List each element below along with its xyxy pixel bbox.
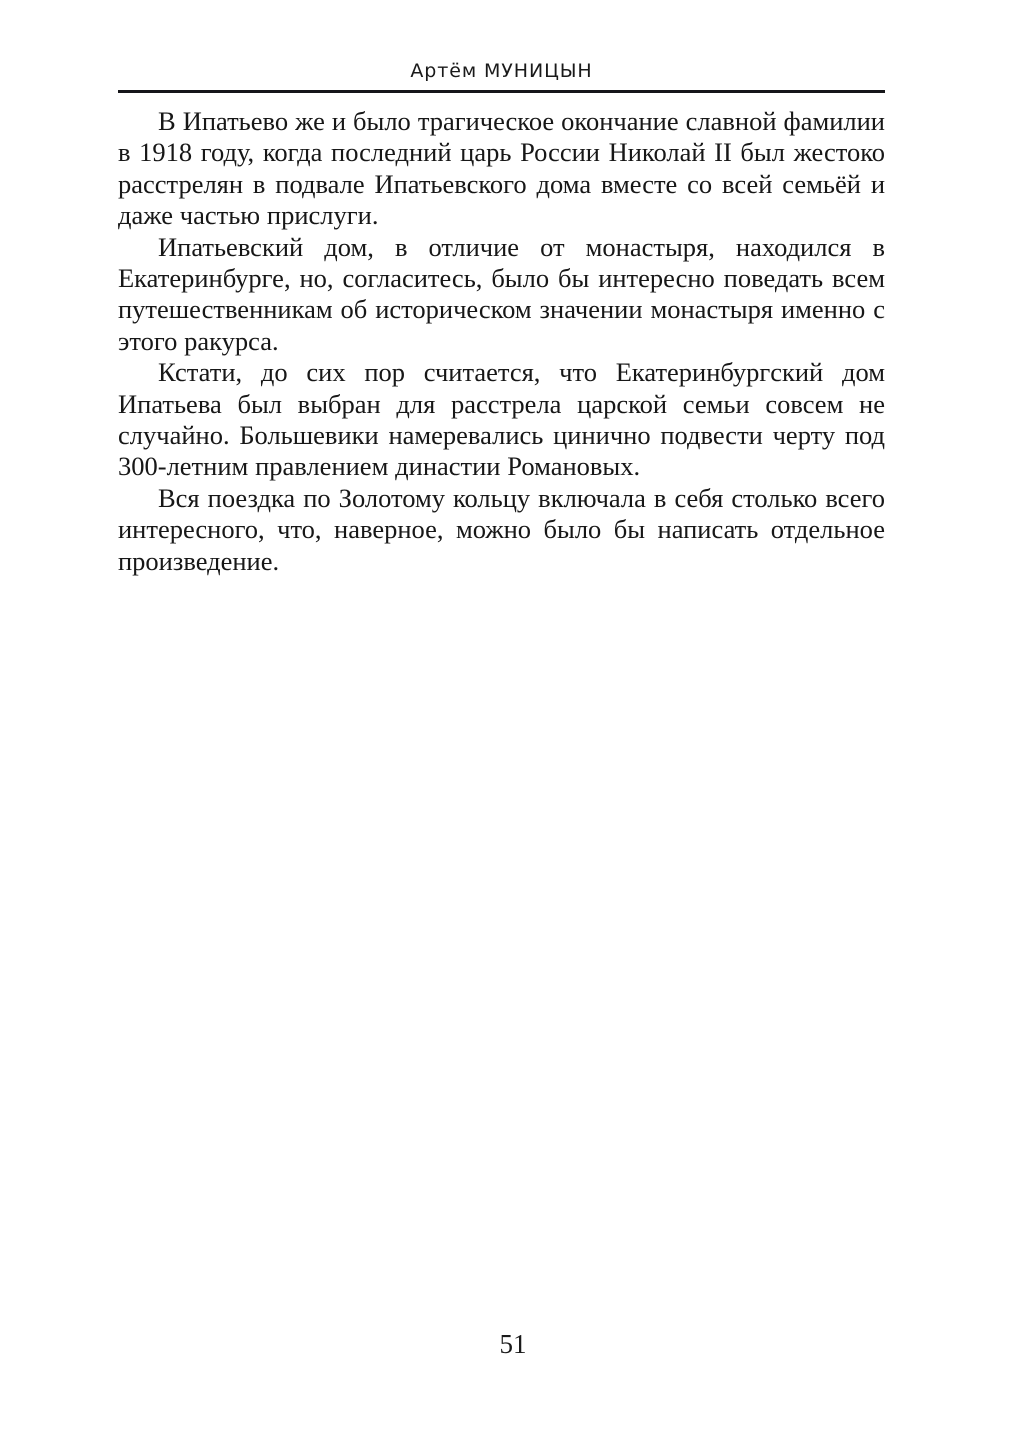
running-header-title: Артём МУНИЦЫН — [410, 60, 593, 82]
body-paragraph: Вся поездка по Золотому кольцу включала в себя столько всего интересного, что, наверное, можно было бы написать отдельное произведение. — [118, 482, 885, 576]
page-number: 51 — [499, 1329, 527, 1359]
body-paragraph: В Ипатьево же и было трагическое окончание славной фамилии в 1918 году, когда последний царь России Николай II был жестоко расстрелян в подвале Ипатьевского дома вместе со всей семьёй и даже частью прислуги. — [118, 106, 885, 231]
running-header — [118, 58, 885, 93]
body-paragraph: Ипатьевский дом, в отличие от монастыря, находился в Екатеринбурге, но, согласитесь, было бы интересно поведать всем путешественникам об историческом значении монастыря именно с этого ракурса. — [118, 231, 885, 356]
header-divider-rule — [118, 90, 885, 93]
body-text-column — [118, 106, 885, 577]
body-paragraph: Кстати, до сих пор считается, что Екатеринбургский дом Ипатьева был выбран для расстрела царской семьи совсем не случайно. Большевики намеревались цинично подвести черту под 300-летним правлением династии Романовых. — [118, 357, 885, 482]
